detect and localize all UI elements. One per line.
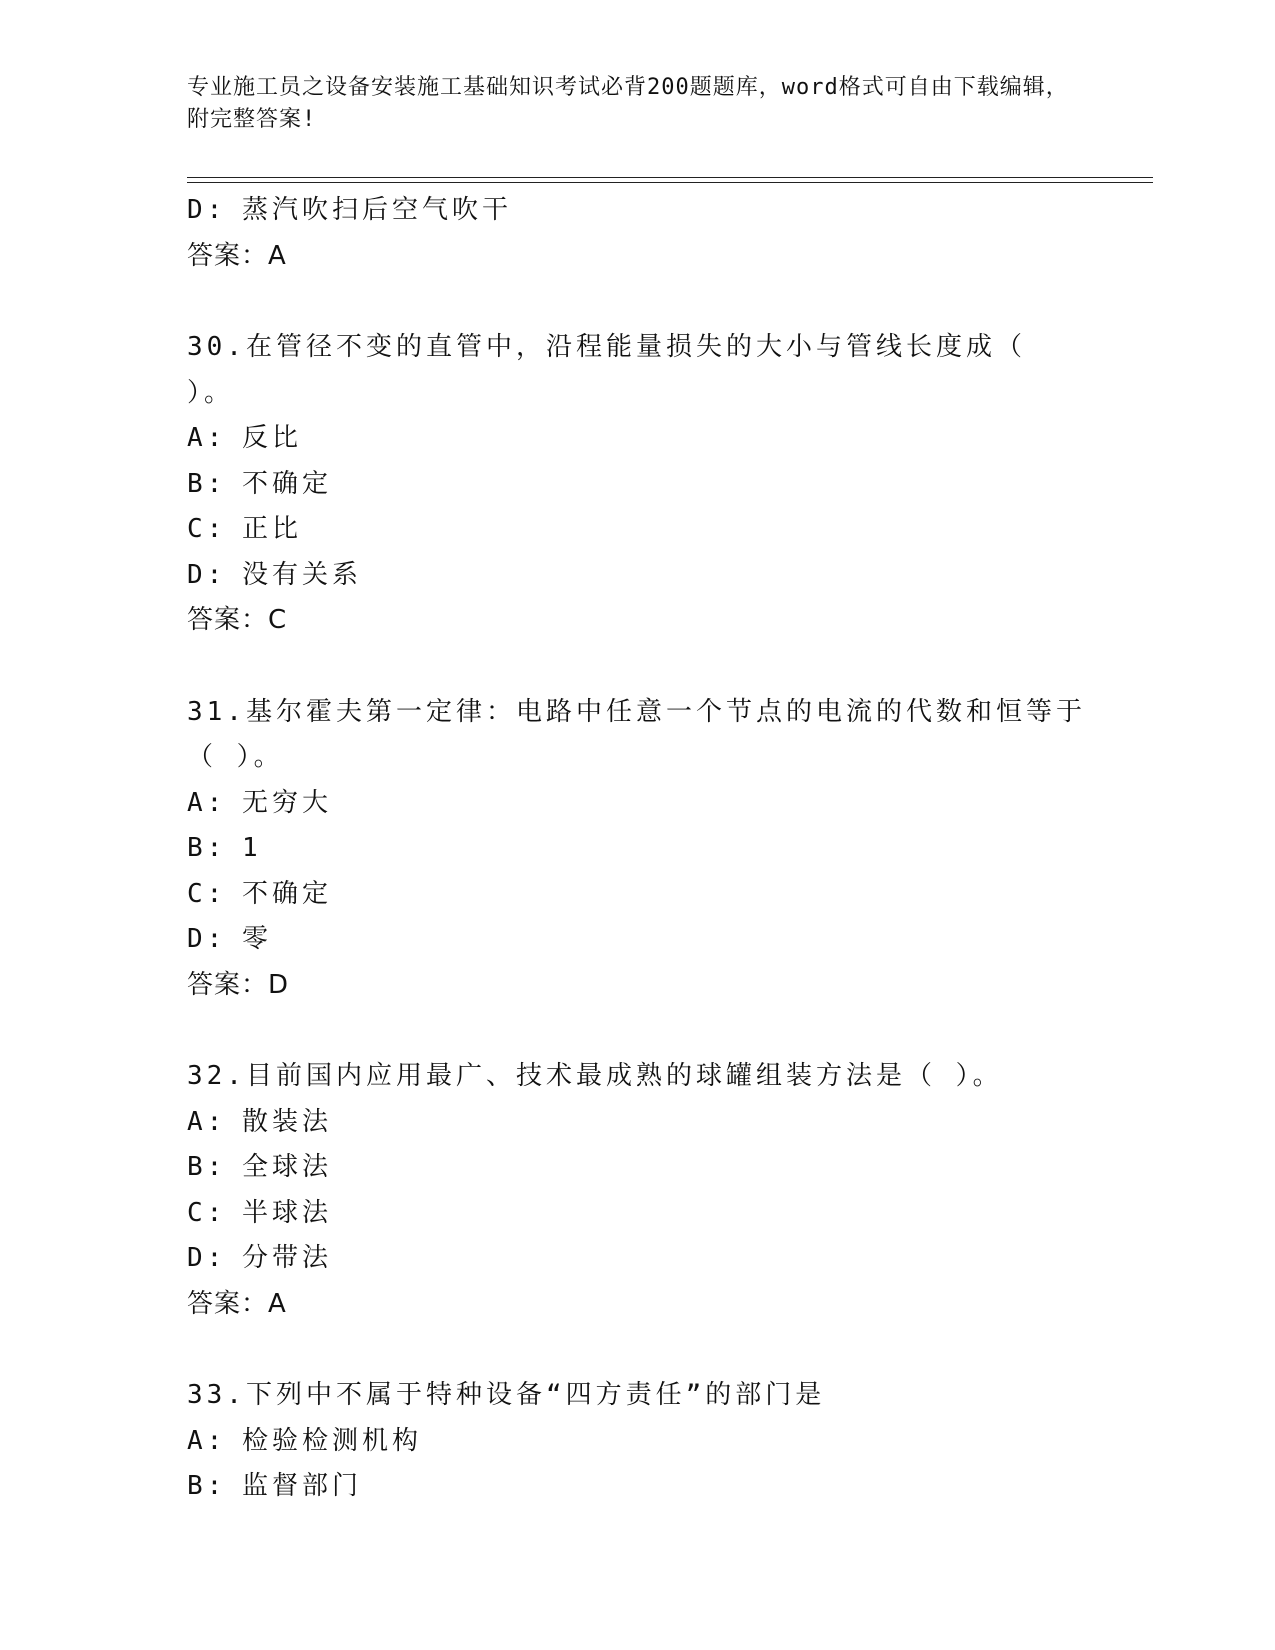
question-33: [187, 1373, 1087, 1510]
question-32: [187, 1054, 1087, 1327]
option-c: C: 正比: [187, 514, 302, 544]
option-b: B: 全球法: [187, 1152, 332, 1182]
option-a: A: 散装法: [187, 1106, 332, 1137]
option-d: D: 蒸汽吹扫后空气吹干: [187, 195, 512, 225]
option-a: A: 检验检测机构: [187, 1425, 422, 1456]
option-d: D: 没有关系: [187, 559, 362, 590]
question-title: 33.下列中不属于特种设备“四方责任”的部门是: [187, 1380, 826, 1410]
document-header: 专业施工员之设备安装施工基础知识考试必背200题题库，word格式可自由下载编辑，附完整答案!: [187, 75, 1069, 132]
option-a: A: 反比: [187, 423, 302, 453]
option-c: C: 半球法: [187, 1197, 332, 1228]
option-a: A: 无穷大: [187, 787, 332, 818]
question-31: [187, 690, 1087, 1009]
answer-line: 答案：A: [187, 240, 287, 271]
header-divider-top: [187, 177, 1153, 178]
question-list: [187, 188, 1087, 1510]
question-title: 31.基尔霍夫第一定律：电路中任意一个节点的电流的代数和恒等于（ ）。: [187, 696, 1086, 772]
option-b: B: 1: [187, 833, 262, 863]
answer-line: 答案：A: [187, 1288, 287, 1319]
option-b: B: 不确定: [187, 468, 332, 499]
option-b: B: 监督部门: [187, 1471, 362, 1501]
question-title: 32.目前国内应用最广、技术最成熟的球罐组装方法是（ ）。: [187, 1061, 1003, 1091]
answer-line: 答案：C: [187, 605, 288, 635]
header-divider-bottom: [187, 182, 1153, 183]
option-c: C: 不确定: [187, 878, 332, 909]
option-d: D: 分带法: [187, 1243, 332, 1273]
option-d: D: 零: [187, 924, 272, 954]
question-title: 30.在管径不变的直管中，沿程能量损失的大小与管线长度成（ ）。: [187, 332, 1026, 408]
question-30: [187, 325, 1087, 644]
answer-line: 答案：D: [187, 969, 290, 1000]
